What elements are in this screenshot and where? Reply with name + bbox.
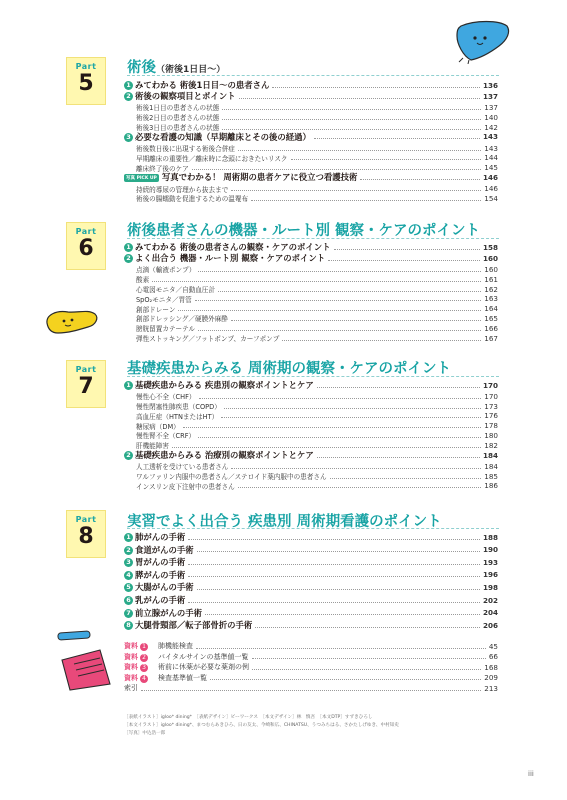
- toc-sub-entry[interactable]: [136, 274, 498, 284]
- page-number: 196: [482, 570, 498, 580]
- page-number: 188: [482, 532, 498, 542]
- toc-sub-entry[interactable]: [136, 481, 498, 491]
- title-divider: [127, 238, 499, 239]
- toc-sub-entry[interactable]: [136, 112, 498, 122]
- entry-label: [136, 304, 175, 314]
- leader-dots: [192, 169, 482, 170]
- toc-main-entry[interactable]: [124, 608, 498, 618]
- entry-label: [136, 102, 219, 112]
- entry-label: [124, 556, 185, 568]
- entry-label: [136, 461, 228, 471]
- entry-label: [124, 379, 314, 391]
- page-number: 144: [484, 153, 498, 163]
- page-number: 176: [484, 411, 498, 421]
- entry-label: [136, 430, 195, 440]
- part-title-text: 術後: [127, 60, 156, 76]
- toc-main-entry[interactable]: [124, 172, 498, 182]
- leader-dots: [238, 150, 481, 151]
- entry-text: 創部ドレーン: [136, 305, 176, 314]
- toc-sub-entry[interactable]: [136, 391, 498, 401]
- part-number: 6: [78, 236, 94, 261]
- section-number-badge: 2: [124, 546, 133, 555]
- entry-text: 点滴（輸液ポンプ）: [136, 266, 196, 275]
- entry-text: ワルファリン内服中の患者さん／ステロイド薬内服中の患者さん: [136, 473, 327, 481]
- appendix-number-badge: 1: [140, 643, 148, 651]
- page-number: 166: [484, 323, 498, 333]
- toc-sub-entry[interactable]: [136, 411, 498, 421]
- leader-dots: [218, 291, 481, 292]
- page-number: 140: [484, 112, 498, 122]
- leader-dots: [330, 478, 482, 479]
- page-number: 213: [484, 683, 498, 693]
- entry-text: インスリン皮下注射中の患者さん: [136, 482, 235, 491]
- entry-text: 早期離床の重要性／離床時に念頭におきたいリスク: [136, 154, 288, 163]
- page-number: 160: [482, 253, 498, 263]
- page-number: 145: [484, 163, 498, 173]
- toc-main-entry[interactable]: [124, 132, 498, 142]
- entry-label: [124, 594, 185, 606]
- entry-text: 肺機能検査: [158, 642, 193, 650]
- entry-text: 膵がんの手術: [135, 569, 186, 580]
- part-badge: [66, 57, 106, 105]
- leader-dots: [188, 539, 480, 540]
- entry-text: 術後3日目の患者さんの状態: [136, 124, 220, 132]
- entry-label: [124, 449, 314, 461]
- entry-label: [136, 184, 228, 194]
- leader-dots: [198, 437, 481, 438]
- leader-dots: [251, 200, 481, 201]
- appendix-entry[interactable]: [124, 683, 498, 693]
- entry-label: [124, 581, 194, 593]
- section-number-badge: 7: [124, 609, 133, 618]
- title-divider: [127, 528, 499, 529]
- entry-text: 前立腺がんの手術: [135, 607, 202, 618]
- page-number: 168: [484, 662, 498, 672]
- page-number: 158: [482, 242, 498, 252]
- entry-text: 酸素: [136, 276, 150, 285]
- entry-text: よく出合う 機器・ルート別 観察・ケアのポイント: [135, 253, 326, 264]
- toc-main-entry[interactable]: [124, 595, 498, 605]
- toc-sub-entry[interactable]: [136, 401, 498, 411]
- leader-dots: [291, 159, 482, 160]
- leader-dots: [152, 281, 481, 282]
- leader-dots: [197, 551, 480, 552]
- toc-sub-entry[interactable]: [136, 313, 498, 323]
- leader-dots: [188, 602, 480, 603]
- part-title: [127, 357, 451, 378]
- leader-dots: [199, 398, 482, 399]
- entry-text: 写真でわかる！ 周術期の患者ケアに役立つ看護技術: [161, 172, 358, 183]
- part-title: [127, 219, 480, 240]
- leader-dots: [183, 427, 482, 428]
- page-number: 161: [484, 274, 498, 284]
- entry-text: SpO₂モニタ／胃管: [136, 295, 192, 304]
- page-number: 45: [488, 641, 498, 651]
- entry-text: 肝機能障害: [136, 442, 169, 451]
- leader-dots: [198, 271, 481, 272]
- toc-main-entry[interactable]: [124, 557, 498, 567]
- entry-text: 索引: [124, 684, 138, 692]
- entry-label: [124, 531, 185, 543]
- toc-sub-entry[interactable]: [136, 153, 498, 163]
- toc-sub-entry[interactable]: [136, 421, 498, 431]
- leader-dots: [334, 249, 480, 250]
- toc-sub-entry[interactable]: [136, 264, 498, 274]
- entry-label: [124, 641, 193, 651]
- leader-dots: [224, 408, 481, 409]
- leader-dots: [360, 179, 480, 180]
- section-number-badge: 1: [124, 81, 133, 90]
- page-number: 146: [482, 172, 498, 182]
- entry-text: 糖尿病（DM）: [136, 422, 180, 431]
- leader-dots: [317, 457, 480, 458]
- toc-sub-entry[interactable]: [136, 143, 498, 153]
- entry-label: [124, 131, 311, 143]
- leader-dots: [141, 690, 481, 691]
- appendix-tag: 資料: [124, 642, 138, 650]
- leader-dots: [238, 487, 482, 488]
- part-number: 8: [78, 524, 94, 549]
- appendix-tag: 資料: [124, 652, 138, 661]
- leader-dots: [188, 564, 480, 565]
- page-number: 167: [484, 333, 498, 343]
- entry-label: [136, 193, 248, 203]
- page-number: 136: [482, 80, 498, 90]
- toc-sub-entry[interactable]: [136, 323, 498, 333]
- section-number-badge: 1: [124, 381, 133, 390]
- leader-dots: [314, 138, 480, 139]
- entry-label: [136, 284, 215, 294]
- page-number: 164: [484, 304, 498, 314]
- part-label: Part: [75, 62, 97, 71]
- entry-label: [136, 411, 218, 421]
- page-number: 185: [484, 471, 498, 481]
- entry-text: 基礎疾患からみる 疾患別の観察ポイントとケア: [135, 380, 314, 390]
- entry-label: [124, 569, 185, 581]
- section-number-badge: 2: [124, 451, 133, 460]
- entry-text: 慢性腎不全（CRF）: [136, 432, 196, 441]
- leader-dots: [222, 119, 481, 120]
- entry-text: みてわかる 術後1日目〜の患者さん: [135, 80, 270, 90]
- entry-label: [136, 471, 327, 481]
- section-number-badge: 3: [124, 558, 133, 567]
- part-title-text: 基礎疾患からみる 周術期の観察・ケアのポイント: [127, 361, 452, 377]
- page-number: 146: [484, 184, 498, 194]
- toc-main-entry[interactable]: [124, 532, 498, 542]
- page-number: 209: [484, 673, 498, 682]
- entry-label: [124, 662, 249, 672]
- page-folio: iii: [528, 770, 534, 778]
- entry-text: 食道がんの手術: [135, 544, 194, 555]
- entry-label: [136, 264, 195, 274]
- entry-text: 弾性ストッキング／フットポンプ、カーフポンプ: [136, 335, 280, 343]
- entry-text: みてわかる 術後の患者さんの観察・ケアのポイント: [135, 242, 331, 252]
- appendix-number-badge: 2: [140, 654, 148, 662]
- page-number: 160: [484, 264, 498, 274]
- entry-text: 大腸がんの手術: [135, 582, 194, 593]
- toc-main-entry[interactable]: [124, 582, 498, 592]
- toc-main-entry[interactable]: [124, 450, 498, 460]
- page-number: 206: [482, 620, 498, 630]
- part-label: Part: [75, 515, 97, 524]
- toc-sub-entry[interactable]: [136, 471, 498, 481]
- section-number-badge: 4: [124, 571, 133, 580]
- entry-text: 創部ドレッシング／硬膜外麻酔: [136, 315, 228, 324]
- appendix-tag: 資料: [124, 673, 138, 682]
- notebook-pen-illustration: [56, 628, 118, 692]
- toc-sub-entry[interactable]: [136, 193, 498, 203]
- leader-dots: [252, 658, 486, 659]
- section-number-badge: 8: [124, 621, 133, 630]
- appendix-entry[interactable]: [124, 673, 498, 683]
- appendix-number-badge: 4: [140, 675, 148, 683]
- section-number-badge: 1: [124, 533, 133, 542]
- entry-text: 膀胱留置カテーテル: [136, 325, 196, 334]
- entry-label: [124, 79, 269, 91]
- entry-text: 胃がんの手術: [135, 557, 186, 568]
- liver-character-illustration: [455, 18, 511, 64]
- page-number: 137: [484, 102, 498, 112]
- section-number-badge: 6: [124, 596, 133, 605]
- section-number-badge: 2: [124, 92, 133, 101]
- leader-dots: [197, 589, 480, 590]
- toc-sub-entry[interactable]: [136, 294, 498, 304]
- credit-line: ［表紙イラスト］igloo* dining* ［表紙デザイン］ビーワークス ［本文デザイン］林 慎吾 ［本文DTP］すずきひろし: [124, 715, 373, 720]
- page-number: 170: [484, 391, 498, 401]
- page-number: 162: [484, 284, 498, 294]
- entry-label: [124, 607, 202, 619]
- entry-label: [124, 652, 249, 662]
- leader-dots: [282, 340, 481, 341]
- toc-sub-entry[interactable]: [136, 304, 498, 314]
- leader-dots: [231, 468, 481, 469]
- part-title-text: 術後患者さんの機器・ルート別 観察・ケアのポイント: [127, 223, 481, 239]
- toc-main-entry[interactable]: [124, 242, 498, 252]
- toc-main-entry[interactable]: [124, 80, 498, 90]
- toc-sub-entry[interactable]: [136, 430, 498, 440]
- entry-label: [124, 683, 138, 693]
- entry-label: [136, 421, 180, 431]
- page-number: 173: [484, 401, 498, 411]
- page-number: 165: [484, 313, 498, 323]
- entry-label: [136, 294, 192, 304]
- leader-dots: [221, 417, 481, 418]
- entry-text: 大腿骨頸部／転子部骨折の手術: [135, 620, 253, 631]
- leader-dots: [317, 387, 480, 388]
- page-number: 202: [482, 595, 498, 605]
- toc-sub-entry[interactable]: [136, 102, 498, 112]
- leader-dots: [231, 190, 481, 191]
- appendix-tag: 資料: [124, 663, 138, 671]
- part-label: Part: [75, 365, 97, 374]
- leader-dots: [205, 614, 480, 615]
- entry-label: [136, 274, 149, 284]
- entry-text: 術後の観察項目とポイント: [135, 91, 236, 102]
- leader-dots: [188, 576, 480, 577]
- entry-label: [124, 90, 236, 102]
- page-number: 190: [482, 545, 498, 555]
- part-label: Part: [75, 227, 97, 236]
- entry-label: [136, 112, 219, 122]
- entry-text: 術後2日目の患者さんの状態: [136, 114, 220, 123]
- entry-text: 人工透析を受けている患者さん: [136, 463, 229, 472]
- page-number: 184: [482, 450, 498, 460]
- entry-label: [124, 673, 207, 683]
- leader-dots: [239, 98, 480, 99]
- part-number: 7: [78, 374, 94, 399]
- pickup-badge: 写真 PICK UP: [126, 175, 157, 181]
- entry-label: [136, 323, 195, 333]
- page-number: 186: [484, 481, 498, 491]
- leader-dots: [255, 627, 480, 628]
- entry-text: 乳がんの手術: [135, 595, 186, 605]
- entry-text: バイタルサインの基準値一覧: [158, 652, 249, 661]
- toc-main-entry[interactable]: [124, 91, 498, 101]
- entry-text: 肺がんの手術: [135, 532, 186, 542]
- toc-sub-entry[interactable]: [136, 333, 498, 343]
- entry-text: 持続的導尿の管理から抜去まで: [136, 185, 229, 194]
- toc-main-entry[interactable]: [124, 380, 498, 390]
- leader-dots: [328, 260, 480, 261]
- entry-text: 検査基準値一覧: [158, 673, 207, 682]
- section-number-badge: 2: [124, 254, 133, 263]
- leader-dots: [252, 669, 481, 670]
- section-number-badge: 3: [124, 133, 133, 142]
- section-number-badge: 1: [124, 243, 133, 252]
- page-number: 178: [484, 421, 498, 431]
- page-number: 180: [484, 430, 498, 440]
- entry-text: 離床終了後のケア: [136, 164, 189, 173]
- entry-label: [136, 481, 235, 491]
- page-number: 142: [484, 122, 498, 132]
- entry-label: [136, 143, 235, 153]
- page-number: 184: [484, 461, 498, 471]
- entry-label: [136, 333, 279, 343]
- entry-label: [124, 241, 331, 253]
- entry-label: [124, 252, 325, 264]
- page-number: 66: [488, 652, 498, 661]
- page-number: 193: [482, 557, 498, 567]
- toc-main-entry[interactable]: [124, 570, 498, 580]
- entry-text: 心電図モニタ／自動血圧計: [136, 286, 216, 294]
- entry-text: 慢性心不全（CHF）: [136, 393, 196, 402]
- leader-dots: [222, 129, 481, 130]
- leader-dots: [172, 447, 481, 448]
- page-number: 204: [482, 608, 498, 618]
- appendix-entry[interactable]: [124, 641, 498, 651]
- toc-main-entry[interactable]: [124, 253, 498, 263]
- appendix-number-badge: 3: [140, 664, 148, 672]
- entry-text: 術後数日後に出現する術後合併症: [136, 145, 235, 153]
- part-badge: [66, 360, 106, 408]
- entry-label: [124, 619, 252, 631]
- section-number-badge: 5: [124, 583, 133, 592]
- page-number: 154: [484, 193, 498, 203]
- part-number: 5: [78, 71, 94, 96]
- appendix-entry[interactable]: [124, 652, 498, 662]
- title-divider: [127, 376, 499, 377]
- page-number: 182: [484, 440, 498, 450]
- leader-dots: [222, 109, 481, 110]
- entry-text: 高血圧症（HTNまたはHT）: [136, 412, 219, 421]
- entry-text: 必要な看護の知識（早期離床とその後の経過）: [135, 131, 311, 142]
- page-number: 137: [482, 91, 498, 101]
- entry-label: [136, 391, 196, 401]
- pancreas-character-illustration: [44, 305, 100, 339]
- leader-dots: [210, 679, 481, 680]
- page-number: 143: [484, 143, 498, 153]
- credit-line: ［写真］中込浩一郎: [124, 731, 166, 736]
- leader-dots: [231, 320, 481, 321]
- entry-label: [136, 313, 228, 323]
- appendix-entry[interactable]: [124, 662, 498, 672]
- entry-text: 慢性閉塞性肺疾患（COPD）: [136, 403, 221, 411]
- leader-dots: [195, 300, 482, 301]
- part-badge: [66, 510, 106, 558]
- part-subtitle: （術後1日目〜）: [156, 65, 226, 75]
- page-number: 163: [484, 294, 498, 304]
- entry-text: 基礎疾患からみる 治療別の観察ポイントとケア: [135, 450, 314, 460]
- toc-sub-entry[interactable]: [136, 184, 498, 194]
- leader-dots: [196, 648, 486, 649]
- toc-main-entry[interactable]: [124, 620, 498, 630]
- part-badge: [66, 222, 106, 270]
- entry-text: 術後の腸蠕動を促進するための温罨布: [136, 195, 249, 204]
- page-number: 143: [482, 132, 498, 142]
- toc-main-entry[interactable]: [124, 545, 498, 555]
- part-title-text: 実習でよく出合う 疾患別 周術期看護のポイント: [127, 514, 442, 530]
- part-title: [127, 56, 225, 77]
- entry-label: [136, 153, 288, 163]
- leader-dots: [198, 330, 481, 331]
- leader-dots: [178, 310, 481, 311]
- toc-sub-entry[interactable]: [136, 284, 498, 294]
- entry-label: [136, 401, 221, 411]
- leader-dots: [272, 87, 480, 88]
- entry-label: [124, 171, 357, 183]
- page-number: 170: [482, 380, 498, 390]
- toc-sub-entry[interactable]: [136, 461, 498, 471]
- entry-text: 術前に休薬が必要な薬剤の例: [158, 663, 249, 671]
- credit-line: ［本文イラスト］igloo* dining*、まつむらあきひろ、日の友太、今崎和広、CHINATSU、うつみちはる、さかたしげゆき、中村知史: [124, 723, 399, 728]
- title-divider: [127, 75, 499, 76]
- entry-label: [124, 544, 194, 556]
- entry-text: 術後1日目の患者さんの状態: [136, 104, 220, 113]
- page-number: 198: [482, 582, 498, 592]
